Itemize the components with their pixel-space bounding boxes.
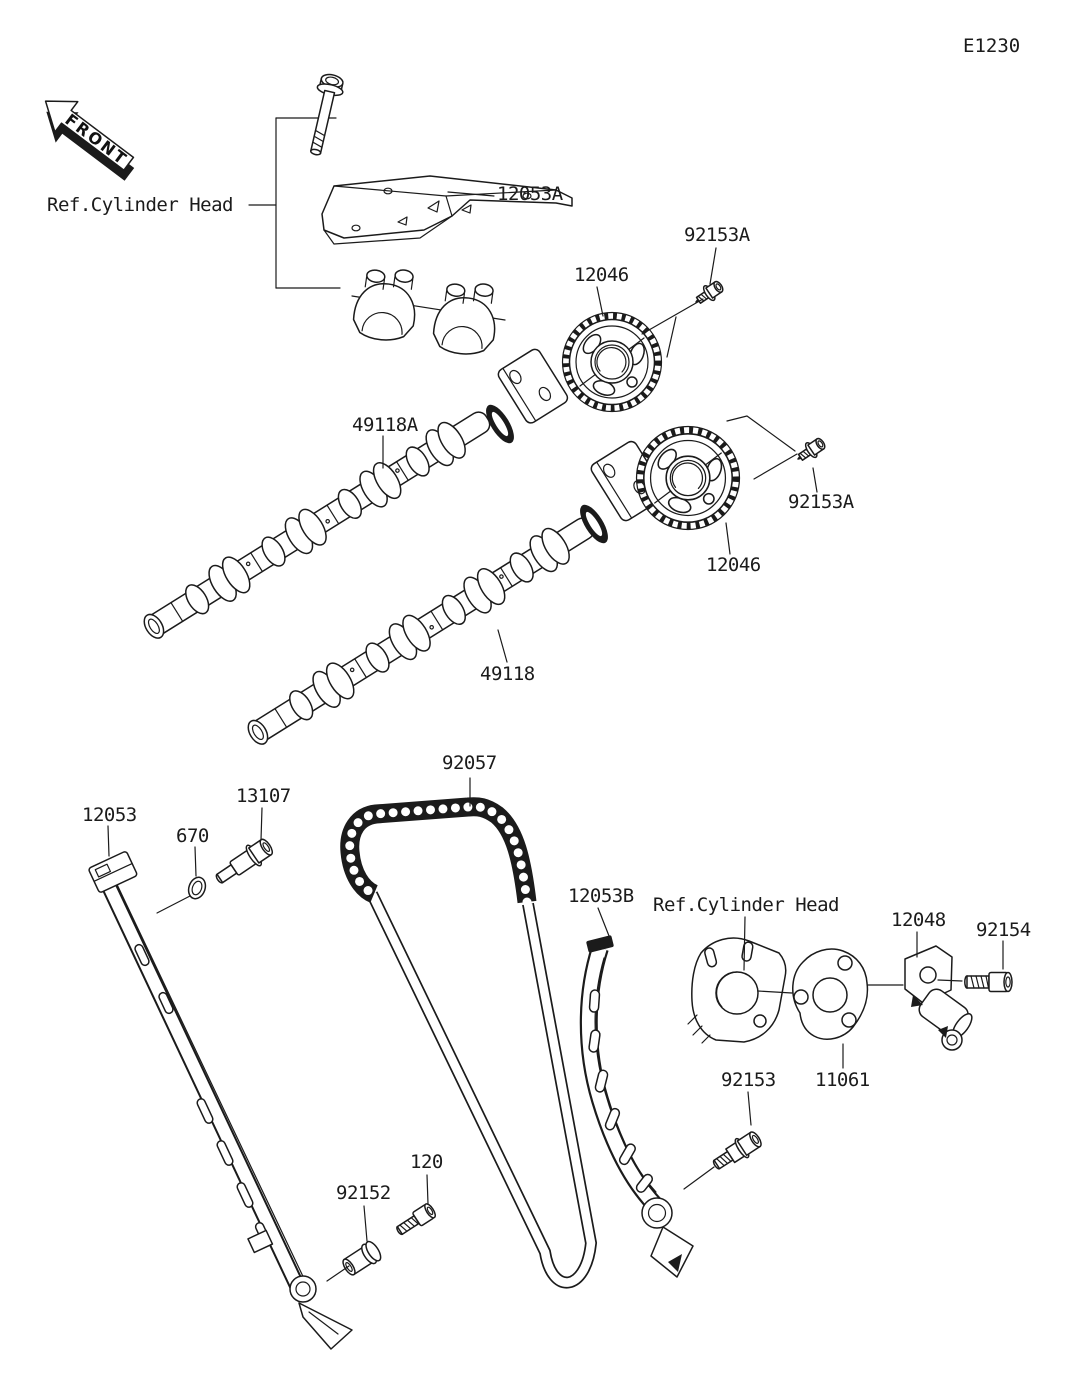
part-label-120[interactable]: 120 <box>410 1151 443 1173</box>
part-label-92153a-upper[interactable]: 92153A <box>684 224 750 246</box>
o-ring <box>186 875 209 901</box>
guide-collar <box>340 1239 384 1278</box>
ref-cylinder-head-top: Ref.Cylinder Head <box>47 194 233 216</box>
intake-camshaft <box>241 439 669 753</box>
part-label-12053b[interactable]: 12053B <box>568 885 634 907</box>
camshaft-caps <box>351 264 505 358</box>
chain-tensioner-body <box>905 946 977 1050</box>
part-label-92152[interactable]: 92152 <box>336 1182 391 1204</box>
leader-lines <box>108 192 1003 1281</box>
front-direction-arrow <box>29 86 145 190</box>
part-label-670[interactable]: 670 <box>176 825 209 847</box>
camshaft-sprocket-lower <box>637 427 740 530</box>
exhaust-camshaft <box>137 347 570 647</box>
holder-bracket-bolt <box>302 72 346 157</box>
front-chain-guide <box>88 851 352 1349</box>
ref-cylinder-head-bottom: Ref.Cylinder Head <box>653 894 839 916</box>
guide-bolt <box>394 1202 437 1238</box>
part-label-12046-upper[interactable]: 12046 <box>574 264 629 286</box>
cylinder-head-cutaway <box>688 938 786 1043</box>
part-label-92154[interactable]: 92154 <box>976 919 1031 941</box>
tensioner-bolt <box>965 973 1012 992</box>
tensioner-gasket <box>793 949 868 1039</box>
part-label-12046-lower[interactable]: 12046 <box>706 554 761 576</box>
part-label-11061[interactable]: 11061 <box>815 1069 870 1091</box>
front-arrow-label: FRONT <box>61 109 132 170</box>
guide-pin-bolt <box>211 835 276 890</box>
sprocket-bolt-upper <box>691 278 726 309</box>
guide-pivot-bolt <box>709 1128 765 1175</box>
cam-chain <box>350 807 591 1283</box>
part-label-49118a[interactable]: 49118A <box>352 414 418 436</box>
part-label-12053a[interactable]: 12053A <box>497 183 563 205</box>
part-label-49118[interactable]: 49118 <box>480 663 535 685</box>
part-label-92057[interactable]: 92057 <box>442 752 497 774</box>
part-label-92153[interactable]: 92153 <box>721 1069 776 1091</box>
part-label-12053[interactable]: 12053 <box>82 804 137 826</box>
tensioner-chain-guide <box>586 935 693 1277</box>
sprocket-bolt-lower <box>793 435 828 466</box>
part-label-92153a-lower[interactable]: 92153A <box>788 491 854 513</box>
part-label-13107[interactable]: 13107 <box>236 785 291 807</box>
page-code: E1230 <box>963 35 1021 57</box>
part-label-12048[interactable]: 12048 <box>891 909 946 931</box>
camshaft-sprocket-upper <box>563 313 662 412</box>
